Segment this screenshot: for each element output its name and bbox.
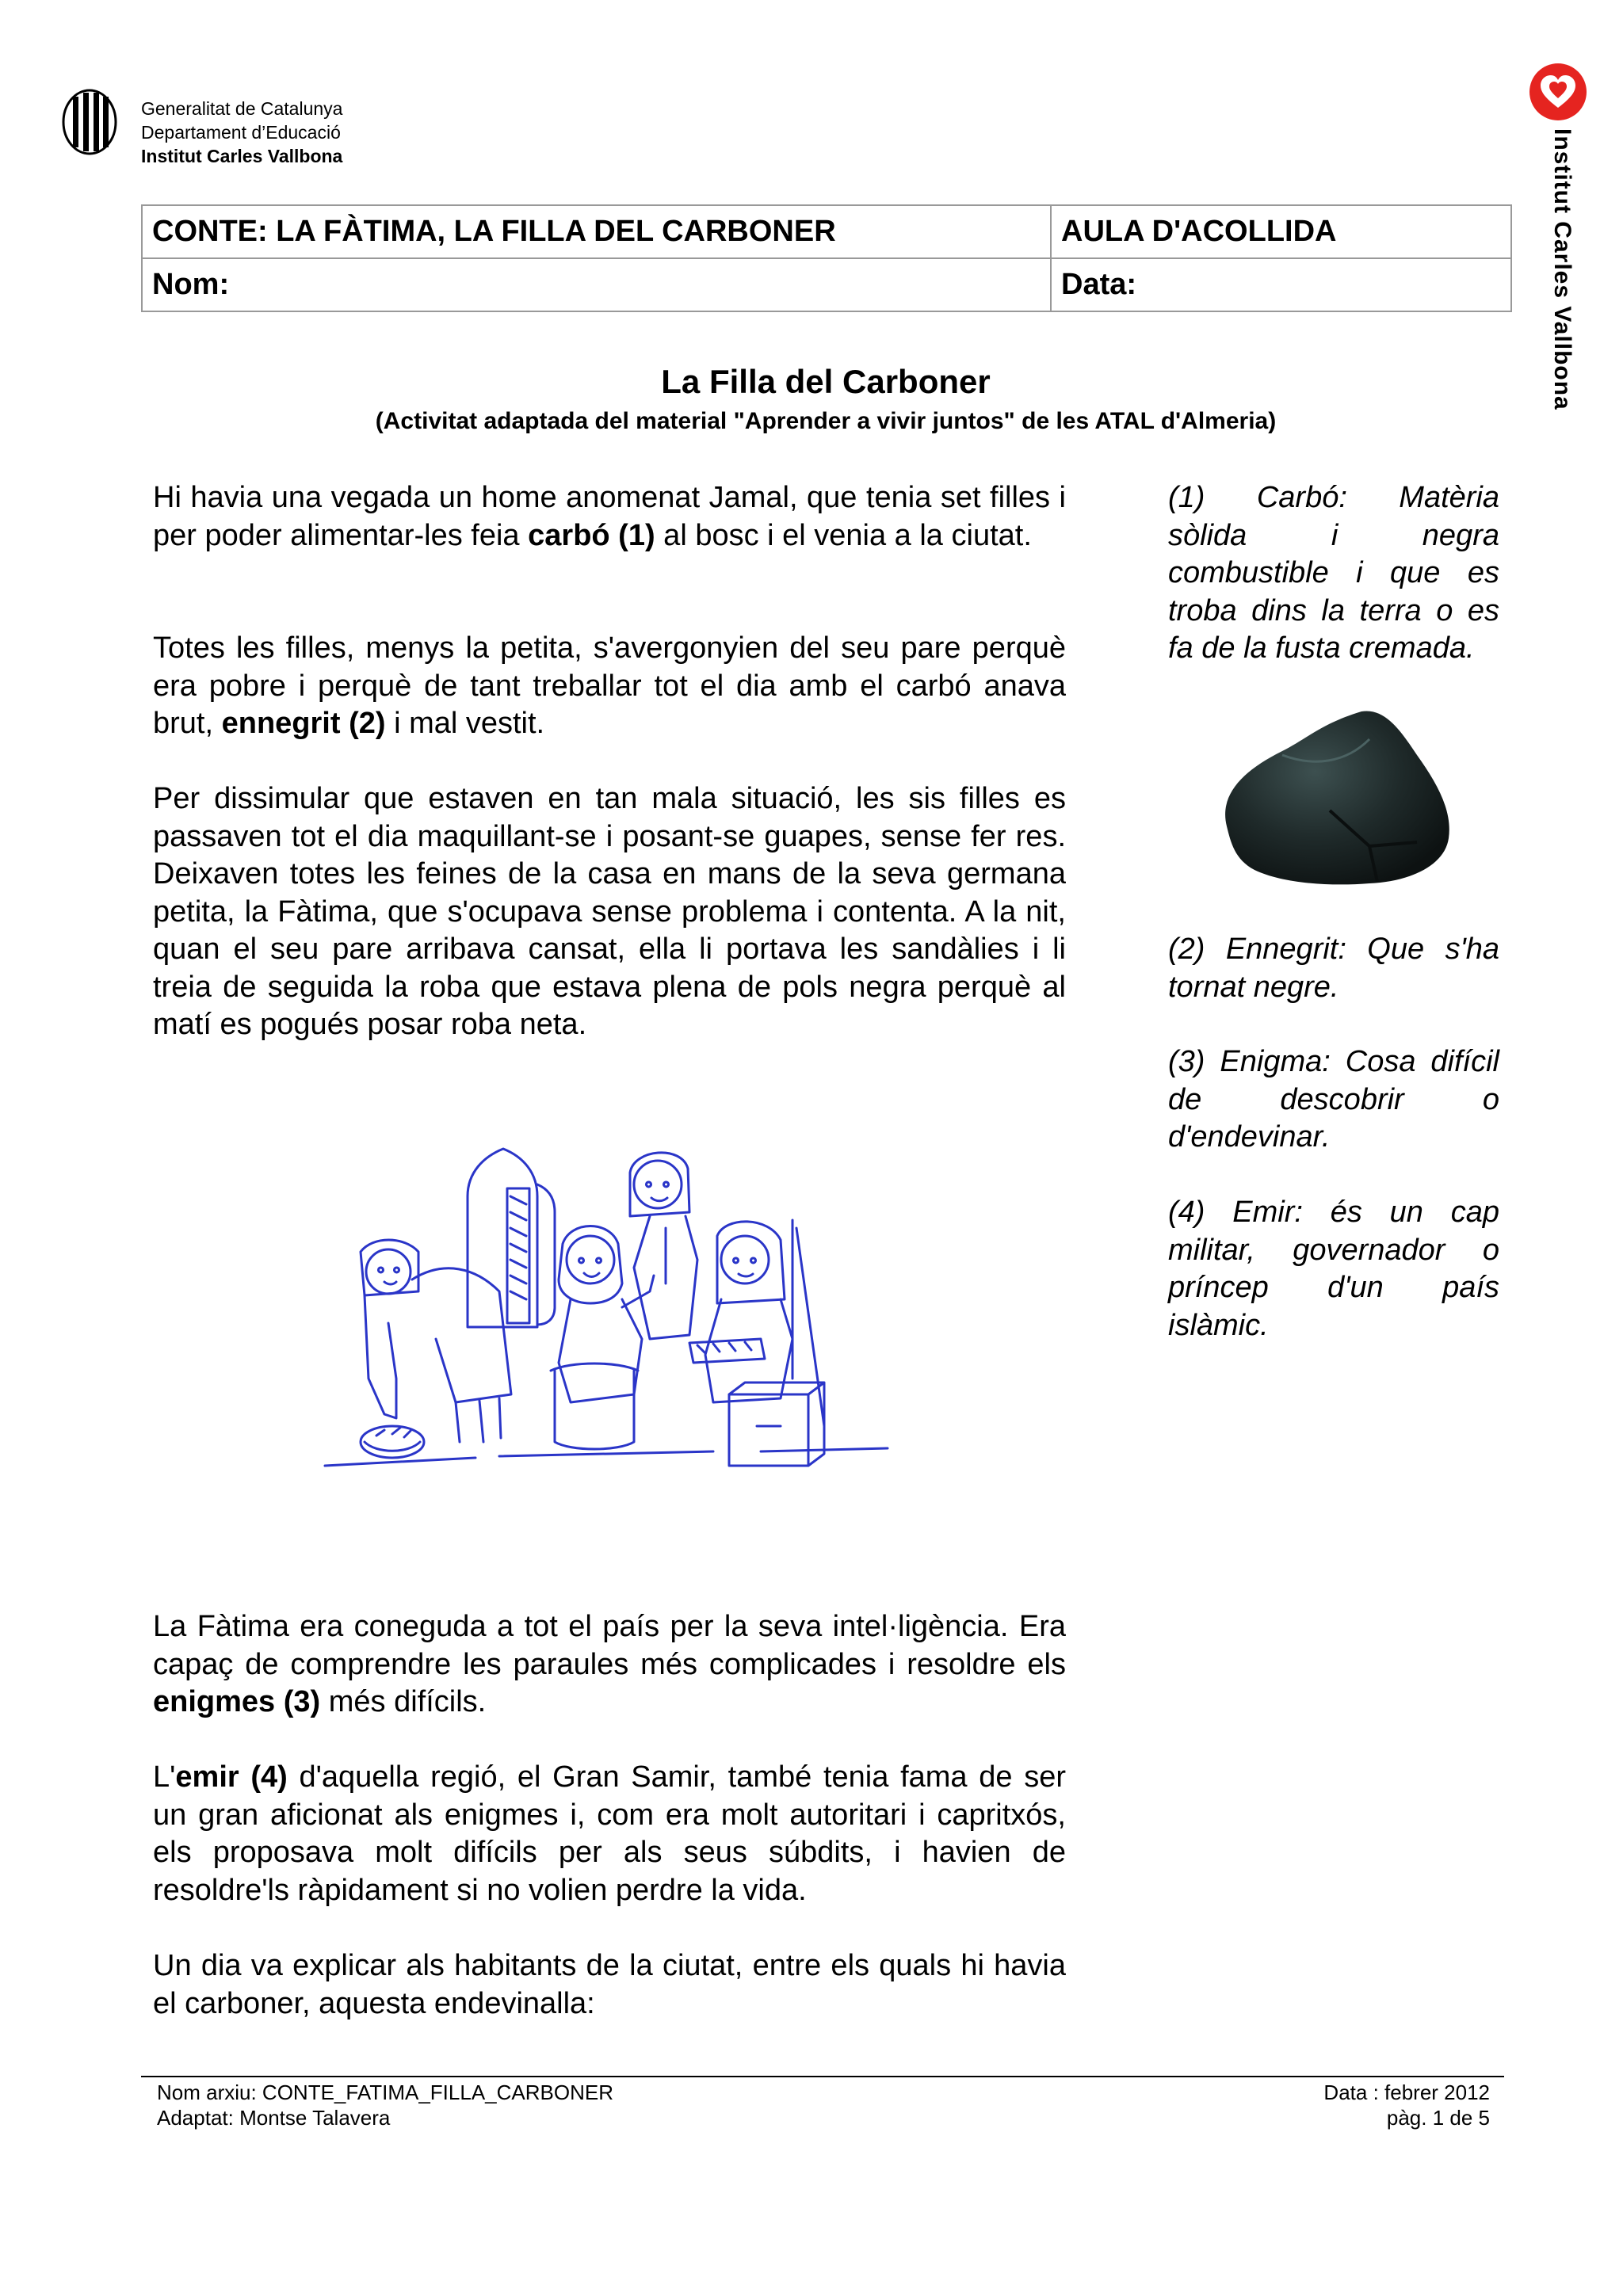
paragraph-2-text-c: i mal vestit.: [385, 707, 545, 740]
footer-filename: Nom arxiu: CONTE_FATIMA_FILLA_CARBONER: [157, 2081, 613, 2104]
org-line-1: Generalitat de Catalunya: [141, 98, 343, 119]
footer-divider: [141, 2076, 1504, 2077]
glossary-carbo: (1) Carbó: Matèria sòlida i negra combustible i que es troba dins la terra o es fa de la fusta cremada.: [1168, 481, 1499, 665]
paragraph-3: Per dissimular que estaven en tan mala situació, les sis filles es passaven tot el dia maquillant-se i posant-se guapes, sense fer res. Deixaven totes les feines de la casa en mans de la seva germana petita, la Fàtima, que s'ocupava sense problema i contenta. A la nit, quan el seu pare arribava cansat, ella li portava les sandàlies i li treia de seguida la roba que estava plena de pols negra perquè al matí es pogués posar roba neta.: [153, 782, 1066, 1041]
coal-image: [1211, 707, 1458, 890]
story-title-cell: CONTE: LA FÀTIMA, LA FILLA DEL CARBONER: [142, 205, 1051, 258]
glossary-ennegrit: (2) Ennegrit: Que s'ha tornat negre.: [1168, 933, 1499, 1004]
paragraph-4-text-a: La Fàtima era coneguda a tot el país per la seva intel·ligència. Era capaç de comprendre les paraules més complicades i resoldre els: [153, 1610, 1066, 1681]
vertical-brand-text: Institut Carles Vallbona: [1549, 128, 1575, 410]
term-carbo: carbó (1): [528, 518, 655, 552]
header-info-table: [141, 204, 1512, 312]
date-field[interactable]: Data:: [1051, 258, 1511, 311]
org-line-2: Departament d’Educació: [141, 122, 341, 143]
paragraph-1-text-a: Hi havia una vegada un home anomenat Jamal, que tenia set filles i per poder alimentar-les feia: [153, 481, 1066, 552]
paragraph-1: [153, 479, 1066, 555]
page-title: La Filla del Carboner: [661, 363, 991, 400]
paragraph-2: [153, 630, 1066, 743]
footer-right: [1252, 2080, 1490, 2130]
paragraph-5: [153, 1759, 1066, 1909]
paragraph-4-text-c: més difícils.: [320, 1685, 487, 1718]
paragraph-1-text-c: al bosc i el venia a la ciutat.: [655, 518, 1032, 552]
glossary-enigma: (3) Enigma: Cosa difícil de descobrir o d'endevinar.: [1168, 1045, 1499, 1154]
class-cell: AULA D'ACOLLIDA: [1051, 205, 1511, 258]
sisters-illustration: [317, 1141, 903, 1489]
org-line-3: Institut Carles Vallbona: [141, 146, 343, 166]
paragraph-2-text-a: Totes les filles, menys la petita, s'avergonyien del seu pare perquè era pobre i perquè de tant treballar tot el dia amb el carbó anava brut,: [153, 631, 1066, 740]
footer-author: Adaptat: Montse Talavera: [157, 2106, 391, 2130]
page-subtitle: (Activitat adaptada del material "Aprender a vivir juntos" de les ATAL d'Almeria): [375, 408, 1277, 434]
term-ennegrit: ennegrit (2): [221, 707, 386, 740]
paragraph-4: [153, 1608, 1066, 1722]
paragraph-5-text-c: d'aquella regió, el Gran Samir, també tenia fama de ser un gran aficionat als enigmes i, com era molt autoritari i capritxós, els proposava molt difícils per als seus súbdits, i havien de resoldre'ls ràpidament si no volien perdre la vida.: [153, 1760, 1066, 1907]
term-emir: emir (4): [175, 1760, 288, 1794]
gencat-bars-icon: [62, 89, 117, 155]
title-block: [141, 358, 1510, 437]
organization-block: [141, 97, 342, 168]
footer-left: [157, 2080, 613, 2130]
institut-heart-icon: [1528, 62, 1588, 122]
name-field[interactable]: Nom:: [142, 258, 1051, 311]
footer-date: Data : febrer 2012: [1323, 2081, 1490, 2104]
paragraph-6: Un dia va explicar als habitants de la ciutat, entre els quals hi havia el carboner, aquesta endevinalla:: [153, 1949, 1066, 2020]
footer-page-number: pàg. 1 de 5: [1386, 2106, 1490, 2130]
term-enigmes: enigmes (3): [153, 1685, 321, 1718]
paragraph-5-text-a: L': [153, 1760, 176, 1794]
glossary-emir: (4) Emir: és un cap militar, governador o príncep d'un país islàmic.: [1168, 1196, 1499, 1342]
